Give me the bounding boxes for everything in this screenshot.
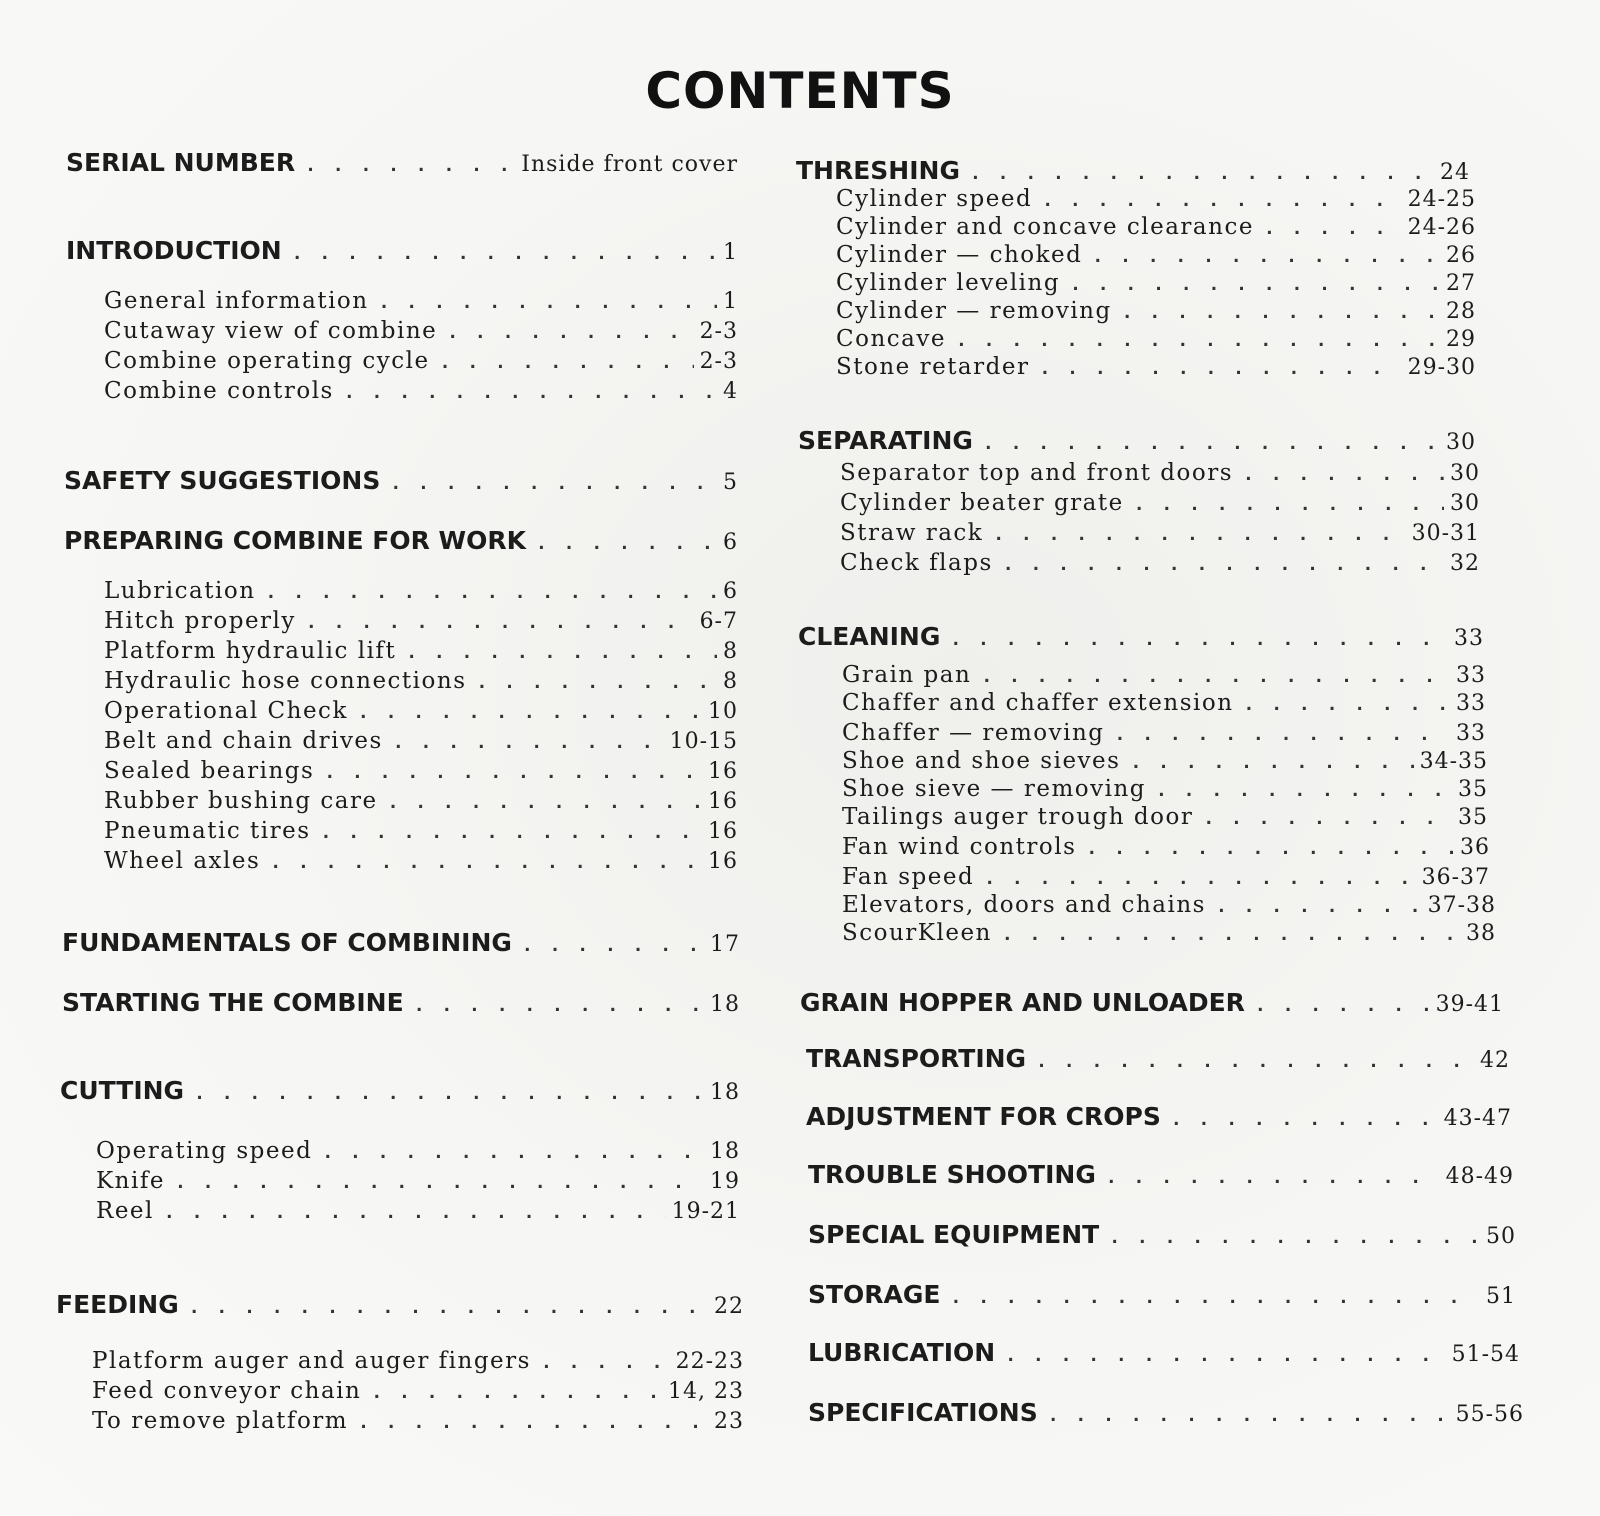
dot-leader [1203,810,1452,828]
entry-label: General information [104,288,369,314]
dot-leader [390,475,717,493]
entry-label: FEEDING [56,1290,179,1319]
entry-label: Chaffer and chaffer extension [842,690,1234,716]
dot-leader [371,1384,662,1402]
entry-label: ADJUSTMENT FOR CROPS [806,1102,1161,1131]
dot-leader [1002,926,1460,944]
toc-entry-wheel-axles [104,850,738,873]
dot-leader [1216,898,1422,916]
dot-leader [1244,696,1450,714]
toc-entry-lubrication [104,580,738,603]
dot-leader [306,614,694,632]
page-number: 19 [710,1169,740,1194]
dot-leader [1070,276,1440,294]
page-number: 32 [1450,551,1480,576]
toc-entry-shoe-and-shoe-sieves [842,750,1488,773]
page-number: 2-3 [699,349,738,374]
dot-leader [1156,782,1452,800]
dot-leader [447,324,693,342]
page-number: 1 [723,289,738,314]
entry-label: SEPARATING [798,426,973,455]
toc-entry-pneumatic-tires [104,820,738,843]
entry-label: Chaffer — removing [842,720,1105,746]
page-number: 23 [714,1409,744,1434]
page-number: 37-38 [1427,893,1496,918]
toc-entry-elevators-doors-and-chains [842,894,1496,917]
page-number: 18 [710,1080,740,1105]
toc-entry-check-flaps [840,552,1480,575]
page-number: 16 [708,789,738,814]
toc-entry-combine-operating-cycle [104,350,738,373]
page-number: 6 [723,579,738,604]
toc-entry-tailings-auger-trough-door [842,806,1488,829]
toc-entry-shoe-sieve-removing [842,778,1488,801]
dot-leader [393,734,664,752]
dot-leader [266,584,717,602]
toc-entry-cutaway-view-of-combine [104,320,738,343]
dot-leader [541,1354,670,1372]
entry-label: CLEANING [798,622,941,651]
toc-heading-adjustment-for-crops [806,1104,1512,1130]
toc-heading-threshing [796,158,1470,184]
entry-label: PREPARING COMBINE FOR WORK [64,526,526,555]
page-number: Inside front cover [521,152,738,177]
entry-label: Cylinder leveling [836,270,1061,296]
dot-leader [1048,1407,1450,1425]
dot-leader [970,165,1434,183]
toc-heading-transporting [806,1046,1510,1072]
entry-label: To remove platform [92,1408,349,1434]
page-number: 27 [1446,271,1476,296]
entry-label: STORAGE [808,1280,941,1309]
toc-heading-cleaning [798,624,1484,650]
toc-heading-grain-hopper-and-unloader [800,990,1504,1016]
dot-leader [1039,360,1401,378]
toc-heading-special-equipment [808,1222,1516,1248]
toc-heading-introduction [66,238,738,264]
page-number: 42 [1480,1048,1510,1073]
dot-leader [164,1204,666,1222]
page-number: 39-41 [1435,992,1504,1017]
dot-leader [406,644,717,662]
dot-leader [270,854,702,872]
dot-leader [1106,1169,1440,1187]
entry-label: Elevators, doors and chains [842,892,1206,918]
page-number: 35 [1458,777,1488,802]
entry-label: THRESHING [796,156,960,185]
dot-leader [1171,1111,1438,1129]
toc-entry-chaffer-removing [842,722,1486,745]
entry-label: Cylinder and concave clearance [836,214,1254,240]
page-number: 29-30 [1407,355,1476,380]
toc-entry-scourkleen [842,922,1496,945]
dot-leader [388,794,702,812]
toc-heading-serial-number [66,150,738,176]
entry-label: Cylinder — choked [836,242,1083,268]
entry-label: Fan speed [842,864,975,890]
entry-label: SERIAL NUMBER [66,148,296,177]
toc-heading-specifications [808,1400,1524,1426]
page-number: 4 [723,379,738,404]
dot-leader [950,631,1448,649]
dot-leader [344,384,717,402]
page-number: 36 [1460,835,1490,860]
entry-label: Reel [96,1198,154,1224]
toc-entry-cylinder-leveling [836,272,1476,295]
dot-leader [1092,248,1440,266]
entry-label: Cylinder — removing [836,298,1112,324]
toc-entry-to-remove-platform [92,1410,744,1433]
dot-leader [292,245,717,263]
dot-leader [1115,726,1450,744]
page-number: 51 [1486,1284,1516,1309]
page-number: 14, 23 [668,1379,744,1404]
entry-label: Belt and chain drives [104,728,383,754]
page-number: 43-47 [1443,1106,1512,1131]
page-number: 6 [723,530,738,555]
toc-entry-grain-pan [842,664,1486,687]
page-number: 48-49 [1445,1164,1514,1189]
page-number: 24-26 [1407,215,1476,240]
toc-entry-fan-wind-controls [842,836,1490,859]
page-number: 38 [1466,921,1496,946]
entry-label: ScourKleen [842,920,992,946]
entry-label: Hydraulic hose connections [104,668,467,694]
page-number: 33 [1456,721,1486,746]
dot-leader [536,535,717,553]
toc-heading-lubrication [808,1340,1520,1366]
page-number: 16 [708,759,738,784]
dot-leader [321,824,702,842]
toc-entry-hydraulic-hose-connections [104,670,738,693]
dot-leader [1042,192,1401,210]
page-number: 35 [1458,805,1488,830]
dot-leader [324,764,702,782]
entry-label: Rubber bushing care [104,788,378,814]
dot-leader [1134,496,1444,514]
toc-entry-combine-controls [104,380,738,403]
toc-heading-storage [808,1282,1516,1308]
entry-label: Combine operating cycle [104,348,430,374]
page-number: 10 [708,699,738,724]
entry-label: Shoe and shoe sieves [842,748,1121,774]
entry-label: CUTTING [60,1076,185,1105]
toc-entry-cylinder-removing [836,300,1476,323]
entry-label: Separator top and front doors [840,460,1234,486]
entry-label: LUBRICATION [808,1338,996,1367]
page-number: 22 [714,1294,744,1319]
entry-label: Cylinder beater grate [840,490,1124,516]
toc-entry-cylinder-and-concave-clearance [836,216,1476,239]
page-title: CONTENTS [645,62,955,120]
dot-leader [981,668,1450,686]
page-number: 33 [1454,626,1484,651]
dot-leader [951,1289,1480,1307]
toc-heading-preparing-combine-for-work [64,528,738,554]
dot-leader [1005,1347,1445,1365]
entry-label: Lubrication [104,578,256,604]
dot-leader [522,937,704,955]
entry-label: Straw rack [840,520,984,546]
page-number: 30 [1450,461,1480,486]
page-number: 28 [1446,299,1476,324]
entry-label: Pneumatic tires [104,818,311,844]
page-number: 51-54 [1451,1342,1520,1367]
entry-label: STARTING THE COMBINE [62,988,404,1017]
entry-label: TROUBLE SHOOTING [808,1160,1096,1189]
entry-label: Shoe sieve — removing [842,776,1146,802]
toc-entry-fan-speed [842,866,1490,889]
entry-label: TRANSPORTING [806,1044,1027,1073]
entry-label: Sealed bearings [104,758,315,784]
toc-entry-sealed-bearings [104,760,738,783]
entry-label: Platform hydraulic lift [104,638,397,664]
dot-leader [1243,466,1444,484]
toc-heading-separating [798,428,1476,454]
page-number: 55-56 [1455,1402,1524,1427]
toc-entry-platform-auger-and-auger-fingers [92,1350,744,1373]
toc-entry-separator-top-and-front-doors [840,462,1480,485]
page-number: 10-15 [669,729,738,754]
entry-label: Platform auger and auger fingers [92,1348,531,1374]
entry-label: GRAIN HOPPER AND UNLOADER [800,988,1245,1017]
page-number: 17 [710,932,740,957]
entry-label: Combine controls [104,378,334,404]
dot-leader [983,435,1440,453]
toc-entry-reel [96,1200,740,1223]
page-number: 33 [1456,663,1486,688]
dot-leader [1036,1053,1474,1071]
toc-entry-cylinder-beater-grate [840,492,1480,515]
toc-entry-platform-hydraulic-lift [104,640,738,663]
toc-entry-rubber-bushing-care [104,790,738,813]
page-number: 33 [1456,691,1486,716]
dot-leader [993,526,1405,544]
entry-label: INTRODUCTION [66,236,282,265]
entry-label: Feed conveyor chain [92,1378,362,1404]
page-number: 50 [1486,1224,1516,1249]
page-number: 8 [723,669,738,694]
page-number: 30-31 [1411,521,1480,546]
entry-label: Wheel axles [104,848,261,874]
page-number: 18 [710,992,740,1017]
page-number: 5 [723,470,738,495]
page-number: 19-21 [671,1199,740,1224]
dot-leader [956,332,1440,350]
toc-entry-operating-speed [96,1140,740,1163]
toc-entry-hitch-properly [104,610,738,633]
toc-heading-starting-the-combine [62,990,740,1016]
page-number: 24 [1440,160,1470,185]
dot-leader [189,1299,708,1317]
page-number: 34-35 [1419,749,1488,774]
entry-label: Knife [96,1168,165,1194]
page-number: 30 [1446,430,1476,455]
dot-leader [414,997,704,1015]
entry-label: Check flaps [840,550,993,576]
toc-entry-cylinder-speed [836,188,1476,211]
dot-leader [1130,754,1413,772]
entry-label: Stone retarder [836,354,1030,380]
page-number: 8 [723,639,738,664]
dot-leader [440,354,694,372]
toc-entry-stone-retarder [836,356,1476,379]
toc-entry-general-information [104,290,738,313]
dot-leader [175,1174,704,1192]
toc-entry-belt-and-chain-drives [104,730,738,753]
dot-leader [477,674,718,692]
toc-heading-trouble-shooting [808,1162,1514,1188]
dot-leader [1086,840,1454,858]
entry-label: Hitch properly [104,608,296,634]
entry-label: SAFETY SUGGESTIONS [64,466,381,495]
entry-label: Cutaway view of combine [104,318,438,344]
entry-label: Cylinder speed [836,186,1033,212]
entry-label: Tailings auger trough door [842,804,1194,830]
toc-entry-knife [96,1170,740,1193]
dot-leader [322,1144,704,1162]
dot-leader [379,294,717,312]
page-number: 22-23 [675,1349,744,1374]
dot-leader [358,1414,708,1432]
entry-label: SPECIAL EQUIPMENT [808,1220,1100,1249]
entry-label: Operating speed [96,1138,313,1164]
page-number: 18 [710,1139,740,1164]
toc-entry-straw-rack [840,522,1480,545]
page-number: 30 [1450,491,1480,516]
entry-label: Concave [836,326,946,352]
page-number: 16 [708,849,738,874]
page-number: 26 [1446,243,1476,268]
page-number: 24-25 [1407,187,1476,212]
page-number: 1 [723,240,738,265]
page-number: 2-3 [699,319,738,344]
dot-leader [1109,1229,1480,1247]
page-number: 29 [1446,327,1476,352]
toc-entry-chaffer-and-chaffer-extension [842,692,1486,715]
toc-heading-feeding [56,1292,744,1318]
dot-leader [305,157,515,175]
dot-leader [1255,997,1430,1015]
toc-heading-fundamentals-of-combining [62,930,740,956]
dot-leader [984,870,1415,888]
entry-label: SPECIFICATIONS [808,1398,1038,1427]
toc-heading-cutting [60,1078,740,1104]
dot-leader [1003,556,1444,574]
page-number: 36-37 [1421,865,1490,890]
dot-leader [1122,304,1440,322]
entry-label: Operational Check [104,698,348,724]
toc-entry-concave [836,328,1476,351]
page-number: 16 [708,819,738,844]
dot-leader [358,704,702,722]
entry-label: FUNDAMENTALS OF COMBINING [62,928,512,957]
dot-leader [194,1085,704,1103]
entry-label: Fan wind controls [842,834,1077,860]
toc-entry-operational-check [104,700,738,723]
toc-heading-safety-suggestions [64,468,738,494]
toc-entry-feed-conveyor-chain [92,1380,744,1403]
page-number: 6-7 [699,609,738,634]
toc-entry-cylinder-choked [836,244,1476,267]
dot-leader [1264,220,1402,238]
entry-label: Grain pan [842,662,972,688]
